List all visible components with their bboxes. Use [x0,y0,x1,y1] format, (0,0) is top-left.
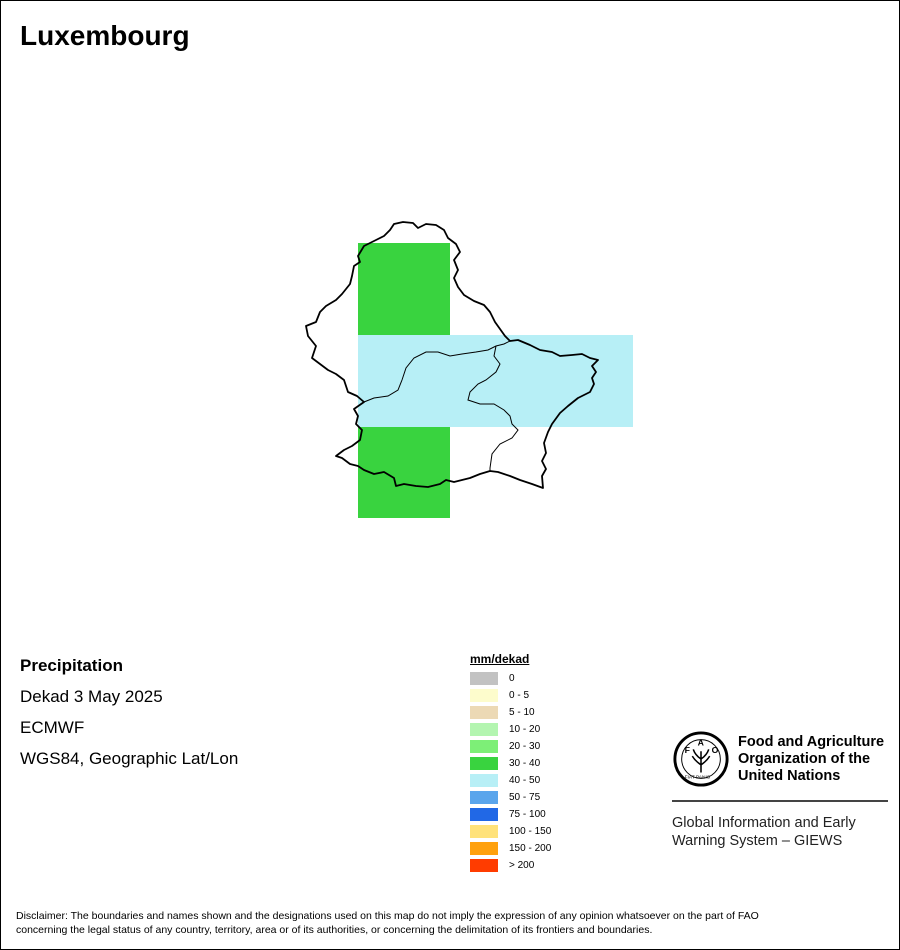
legend-row [470,738,551,755]
legend-swatch [470,723,498,736]
disclaimer-line: Disclaimer: The boundaries and names shown and the designations used on this map do not imply the expression of any opinion whatsoever on the part of FAO [16,910,759,922]
map-title: Luxembourg [20,20,190,51]
legend-label: > 200 [509,860,535,871]
organization-block [672,730,888,850]
legend-row [470,840,551,857]
product-label: Precipitation [20,656,123,675]
fao-logo-letter: F [684,745,690,756]
legend-row [470,823,551,840]
organization-name-line: Food and Agriculture [738,733,885,750]
legend-swatch [470,757,498,770]
giews-label [672,814,888,850]
legend-swatch [470,740,498,753]
legend-label: 100 - 150 [509,826,552,837]
divider [672,800,888,802]
legend-swatch [470,672,498,685]
map-info [20,656,238,780]
legend-swatch [470,689,498,702]
period-label: Dekad 3 May 2025 [20,687,163,706]
legend-label: 30 - 40 [509,758,541,769]
giews-line: Warning System – GIEWS [672,833,843,849]
legend-row [470,772,551,789]
legend-swatch [470,791,498,804]
legend-label: 75 - 100 [509,809,546,820]
legend-label: 40 - 50 [509,775,541,786]
organization-name-line: United Nations [738,767,841,784]
grid-cell [358,243,450,335]
legend-row [470,806,551,823]
legend-label: 10 - 20 [509,724,541,735]
legend-row [470,755,551,772]
projection-label: WGS84, Geographic Lat/Lon [20,749,239,768]
legend [470,652,551,874]
legend-title: mm/dekad [470,652,530,666]
organization-name [738,734,884,785]
source-label: ECMWF [20,718,85,737]
fao-header [672,730,888,788]
grid-cell [358,335,450,427]
legend-swatch [470,859,498,872]
giews-line: Global Information and Early [672,815,856,831]
legend-row [470,670,551,687]
fao-logo-letter: O [711,745,719,756]
legend-row [470,721,551,738]
legend-row [470,789,551,806]
legend-row [470,857,551,874]
legend-label: 0 - 5 [509,690,530,701]
legend-swatch [470,842,498,855]
legend-swatch [470,825,498,838]
disclaimer-line: concerning the legal status of any country, territory, area or of its authorities, or concerning the delimitation of its frontiers and boundaries. [16,924,653,936]
fao-logo-motto: FIAT PANIS [684,775,711,781]
legend-label: 150 - 200 [509,843,552,854]
disclaimer [16,909,886,937]
grid-cell [450,335,542,427]
grid-cell [542,335,633,427]
legend-swatch [470,706,498,719]
organization-name-line: Organization of the [738,750,871,767]
fao-logo-icon [672,730,730,788]
legend-row [470,704,551,721]
legend-swatch [470,774,498,787]
legend-label: 0 [509,673,515,684]
legend-label: 5 - 10 [509,707,535,718]
legend-label: 50 - 75 [509,792,541,803]
legend-row [470,687,551,704]
fao-logo-letter: A [697,737,704,748]
legend-label: 20 - 30 [509,741,541,752]
legend-swatch [470,808,498,821]
